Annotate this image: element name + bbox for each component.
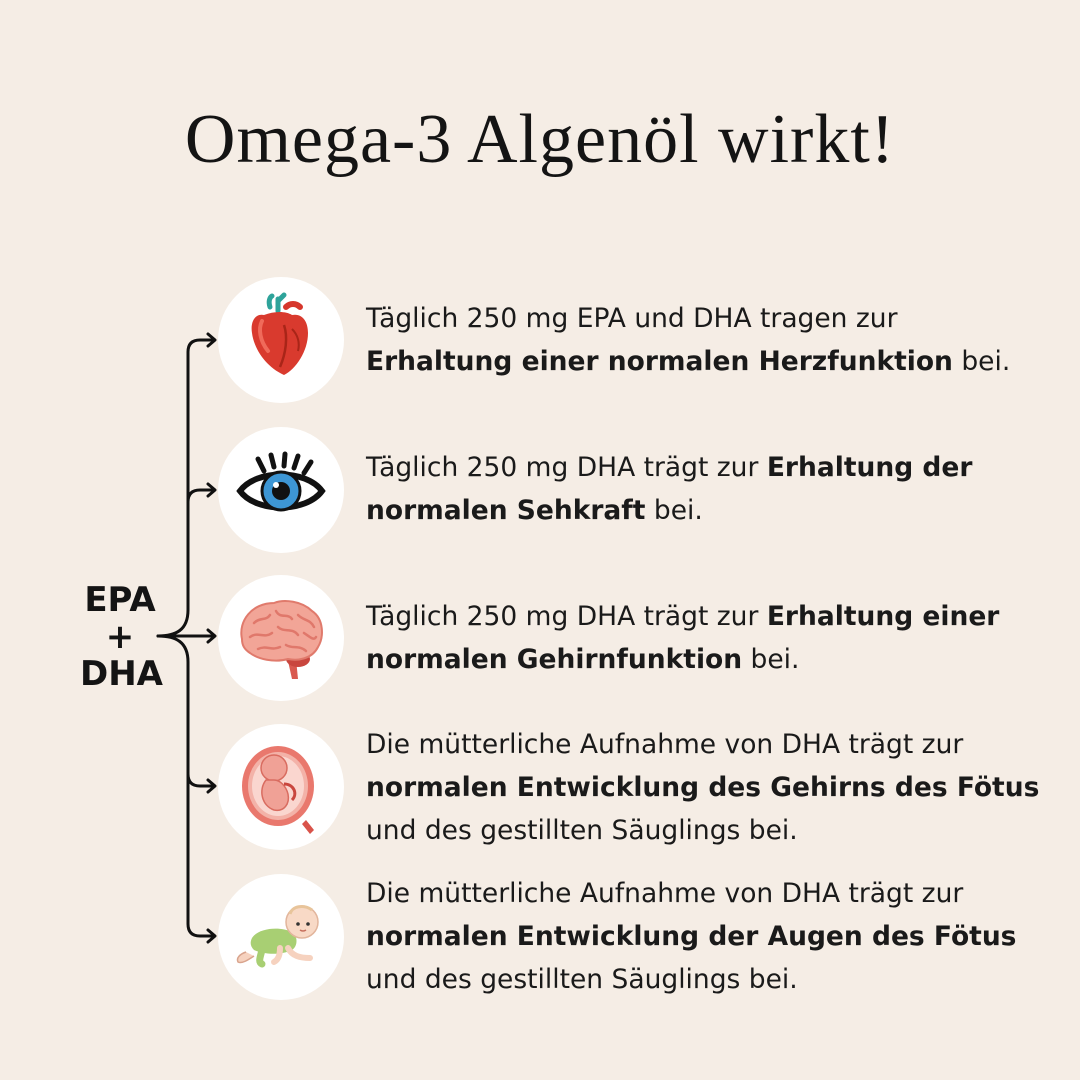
benefit-sehkraft: [366, 446, 1046, 532]
eye-icon: [218, 427, 344, 553]
benefit-text-pre: Täglich 250 mg EPA und DHA tragen zur: [366, 303, 898, 334]
benefit-text-pre: Die mütterliche Aufnahme von DHA trägt zur: [366, 878, 964, 909]
heart-circle: [218, 277, 344, 403]
plus-text: +: [105, 617, 135, 657]
benefit-augen-foetus: [366, 872, 1046, 1001]
epa-text: EPA: [84, 580, 156, 620]
benefit-text-post: bei.: [952, 346, 1011, 377]
benefit-text-pre: Täglich 250 mg DHA trägt zur: [366, 601, 767, 632]
benefit-text-bold: Erhaltung der normalen Sehkraft: [366, 452, 973, 526]
eye-circle: [218, 427, 344, 553]
page-title: Omega-3 Algenöl wirkt!: [184, 101, 896, 178]
benefit-text-bold: Erhaltung einer normalen Herzfunktion: [366, 346, 953, 377]
benefit-text-bold: Erhaltung einer normalen Gehirnfunktion: [366, 601, 1000, 675]
benefit-text-bold: normalen Entwicklung des Gehirns des Fötus: [366, 772, 1040, 803]
benefit-text-post: und des gestillten Säuglings bei.: [366, 964, 798, 995]
benefit-text-bold: normalen Entwicklung der Augen des Fötus: [366, 921, 1017, 952]
dha-text: DHA: [80, 654, 163, 694]
benefit-text-pre: Die mütterliche Aufnahme von DHA trägt zur: [366, 729, 964, 760]
benefit-gehirnfunktion: [366, 595, 1046, 681]
benefit-gehirn-foetus: [366, 723, 1046, 852]
baby-circle: [218, 874, 344, 1000]
brain-circle: [218, 575, 344, 701]
brain-icon: [218, 575, 344, 701]
baby-icon: [218, 874, 344, 1000]
benefit-text-post: und des gestillten Säuglings bei.: [366, 815, 798, 846]
heart-icon: [218, 277, 344, 403]
fetus-circle: [218, 724, 344, 850]
benefit-text-pre: Täglich 250 mg DHA trägt zur: [366, 452, 767, 483]
benefit-herzfunktion: [366, 297, 1046, 383]
fetus-icon: [218, 724, 344, 850]
benefit-text-post: bei.: [645, 495, 703, 526]
benefit-text-post: bei.: [742, 644, 800, 675]
